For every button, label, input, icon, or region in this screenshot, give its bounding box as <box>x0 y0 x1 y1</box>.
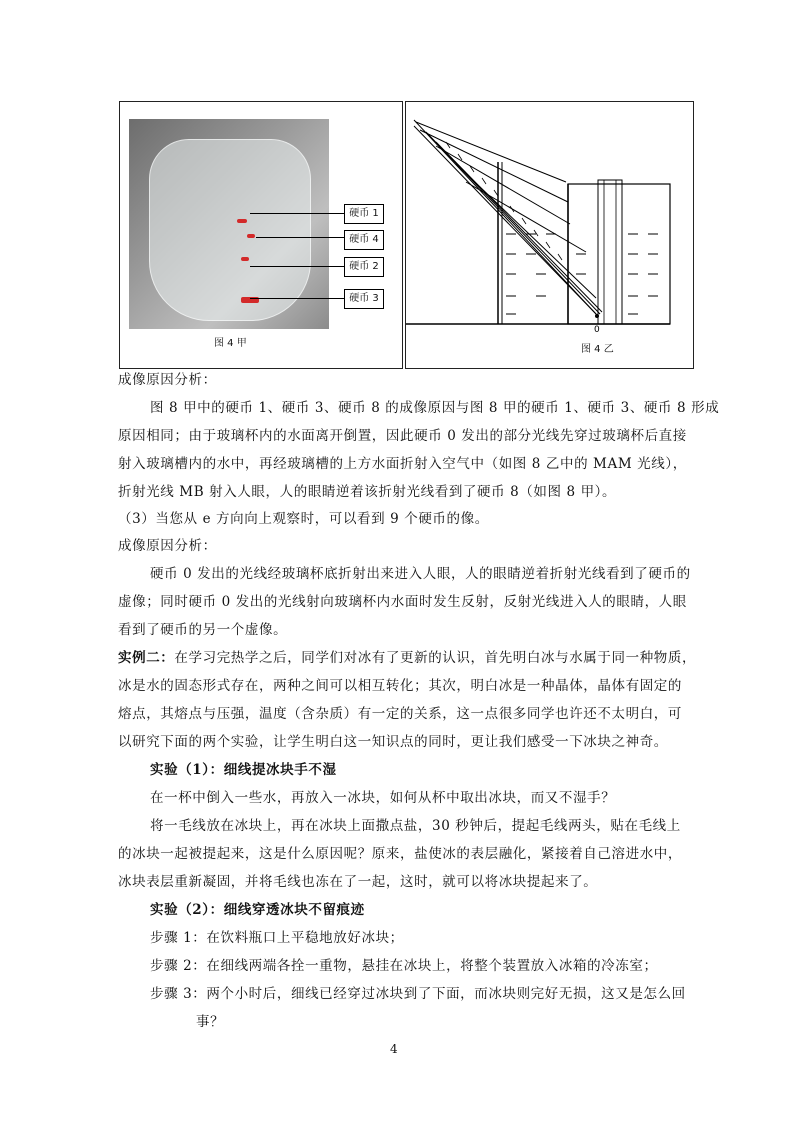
point-label: 0 <box>594 325 600 335</box>
paragraph-line: 事？ <box>196 1014 225 1030</box>
paragraph-line: 冰是水的固态形式存在，两种之间可以相互转化；其次，明白冰是一种晶体，晶体有固定的 <box>118 678 682 694</box>
paragraph-line: 步骤 2：在细线两端各拴一重物，悬挂在冰块上，将整个装置放入冰箱的冷冻室； <box>150 958 658 974</box>
paragraph-line: 以研究下面的两个实验，让学生明白这一知识点的同时，更让我们感受一下冰块之神奇。 <box>118 734 668 750</box>
paragraph-line: （3）当您从 e 方向向上观察时，可以看到 9 个硬币的像。 <box>118 511 489 527</box>
leader-line <box>256 237 344 238</box>
coin-mark <box>247 234 255 238</box>
paragraph-line: 步骤 3：两个小时后，细线已经穿过冰块到了下面，而冰块则完好无损，这又是怎么回 <box>150 986 686 1002</box>
leader-line <box>250 266 344 267</box>
paragraph-line: 图 8 甲中的硬币 1、硬币 3、硬币 8 的成像原因与图 8 甲的硬币 1、硬币 3、硬币 8 形成 <box>150 400 720 416</box>
glass-image <box>149 139 311 321</box>
leader-line <box>250 298 344 299</box>
experiment-heading: 实验（2）：细线穿透冰块不留痕迹 <box>150 902 365 918</box>
example-lead: 实例二： <box>118 650 175 666</box>
figure-left-frame <box>119 101 403 369</box>
figure-right-frame <box>405 101 694 369</box>
figure-caption: 图 4 甲 <box>214 338 247 349</box>
paragraph-line: 射入玻璃槽内的水中，再经玻璃槽的上方水面折射入空气中（如图 8 乙中的 MAM 光线）， <box>118 456 687 472</box>
coin-label: 硬币 2 <box>344 257 384 277</box>
leader-line <box>250 213 344 214</box>
coin-label: 硬币 1 <box>344 204 384 224</box>
page-number: 4 <box>390 1042 398 1056</box>
paragraph-line: 虚像；同时硬币 0 发出的光线射向玻璃杯内水面时发生反射，反射光线进入人的眼睛，人眼 <box>118 594 687 610</box>
paragraph-line: 成像原因分析： <box>118 372 217 388</box>
paragraph-line: 折射光线 MB 射入人眼，人的眼睛逆着该折射光线看到了硬币 8（如图 8 甲）。 <box>118 484 617 500</box>
paragraph-line: 熔点，其熔点与压强，温度（含杂质）有一定的关系，这一点很多同学也许还不太明白，可 <box>118 706 682 722</box>
paragraph-line: 实例二：在学习完热学之后，同学们对冰有了更新的认识，首先明白冰与水属于同一种物质， <box>118 650 697 666</box>
paragraph-line: 在一杯中倒入一些水，再放入一冰块，如何从杯中取出冰块，而又不湿手？ <box>150 790 616 806</box>
paragraph-line: 冰块表层重新凝固，并将毛线也冻在了一起，这时，就可以将冰块提起来了。 <box>118 874 598 890</box>
paragraph-line: 将一毛线放在冰块上，再在冰块上面撒点盐，30 秒钟后，提起毛线两头，贴在毛线上 <box>150 818 681 834</box>
paragraph-line: 的冰块一起被提起来，这是什么原因呢？原来，盐使冰的表层融化，紧接着自己溶进水中， <box>118 846 682 862</box>
paragraph-line: 成像原因分析： <box>118 538 217 554</box>
coin-label: 硬币 3 <box>344 289 384 309</box>
paragraph-line: 步骤 1：在饮料瓶口上平稳地放好冰块； <box>150 930 404 946</box>
coin-mark <box>241 257 249 261</box>
paragraph-line: 硬币 0 发出的光线经玻璃杯底折射出来进入人眼，人的眼睛逆着折射光线看到了硬币的 <box>150 566 691 582</box>
paragraph-line: 原因相同；由于玻璃杯内的水面离开倒置，因此硬币 0 发出的部分光线先穿过玻璃杯后直接 <box>118 428 687 444</box>
coin-mark <box>237 219 247 223</box>
refraction-diagram <box>406 102 693 368</box>
experiment-heading: 实验（1）：细线提冰块手不湿 <box>150 762 337 778</box>
coin-label: 硬币 4 <box>344 230 384 250</box>
figure-caption: 图 4 乙 <box>581 344 614 355</box>
paragraph-line: 看到了硬币的另一个虚像。 <box>118 622 288 638</box>
